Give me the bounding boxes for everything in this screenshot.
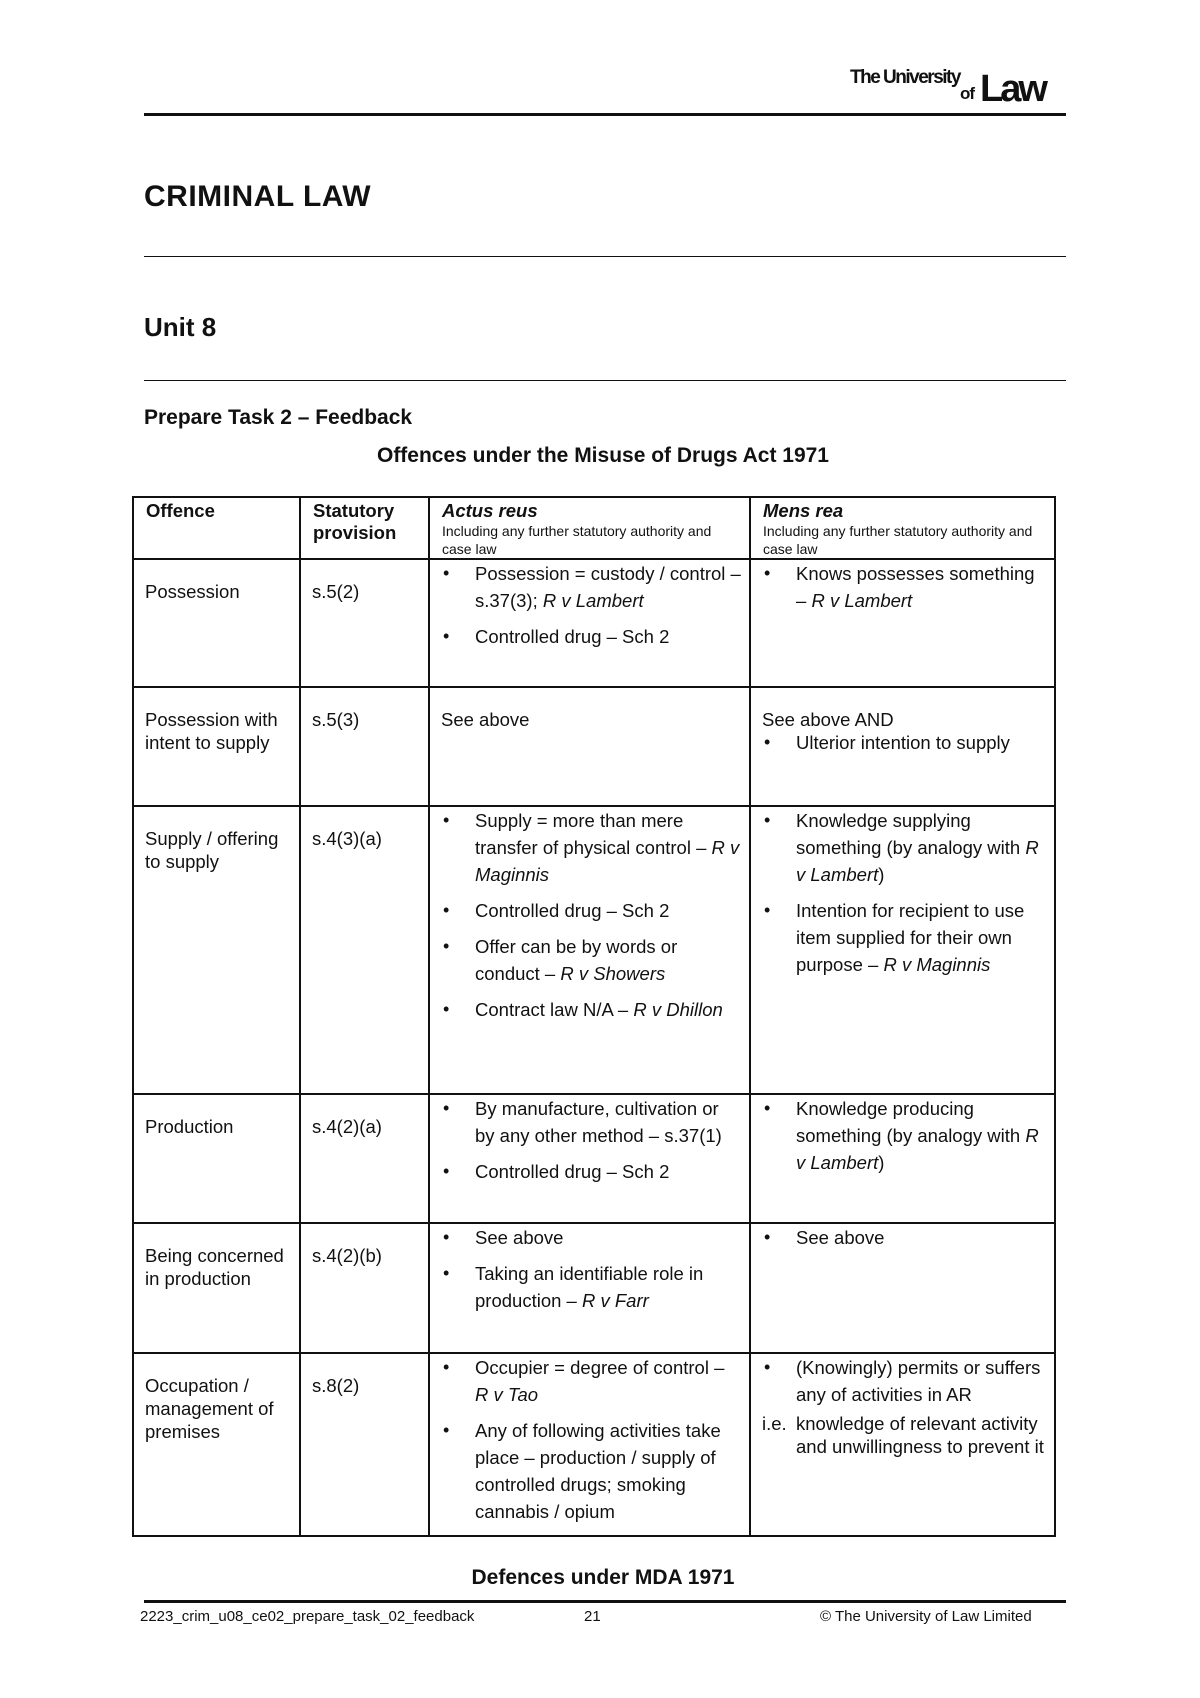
row-offence: Occupation / management of premises [145, 1375, 274, 1442]
mens-rea-list [762, 1095, 1046, 1176]
list-item: • Controlled drug – Sch 2 [441, 623, 741, 650]
header-rule [144, 113, 1066, 116]
list-item: • Controlled drug – Sch 2 [441, 1158, 741, 1185]
row-provision: s.4(3)(a) [312, 828, 382, 849]
header-statutory [300, 497, 429, 559]
list-item: • Possession = custody / control – s.37(3); R v Lambert [441, 560, 741, 614]
table-header-row [133, 497, 1055, 559]
header-mens-sub: Including any further statutory authority and case law [763, 523, 1033, 557]
row-offence: Supply / offering to supply [145, 828, 279, 872]
list-item: • Knowledge supplying something (by analogy with R v Lambert) [762, 807, 1046, 888]
header-mens-rea [750, 497, 1055, 559]
university-of-law-logo [850, 66, 1055, 110]
footer-filename: 2223_crim_u08_ce02_prepare_task_02_feedback [140, 1608, 475, 1625]
mens-rea-list [762, 807, 1046, 978]
logo-text-of: of [960, 84, 975, 103]
list-item: • Contract law N/A – R v Dhillon [441, 996, 741, 1023]
actus-reus-list [441, 807, 741, 1023]
ie-note [762, 1412, 1046, 1458]
row-offence: Production [145, 1116, 234, 1137]
page-title: CRIMINAL LAW [144, 180, 372, 213]
row-provision: s.5(2) [312, 581, 360, 602]
actus-reus-list [441, 560, 741, 650]
row-provision: s.4(2)(b) [312, 1245, 382, 1266]
list-item: • Taking an identifiable role in production – R v Farr [441, 1260, 741, 1314]
defences-heading: Defences under MDA 1971 [471, 1566, 735, 1589]
list-item: • Supply = more than mere transfer of physical control – R v Maginnis [441, 807, 741, 888]
table-row [133, 1353, 1055, 1536]
logo-text-university: The University [850, 67, 960, 88]
row-offence: Possession [145, 581, 240, 602]
footer-rule [144, 1600, 1066, 1603]
header-actus-sub: Including any further statutory authority and case law [442, 523, 712, 557]
list-item: • Knows possesses something – R v Lambert [762, 560, 1046, 614]
footer-copyright: © The University of Law Limited [820, 1608, 1032, 1625]
table-row [133, 687, 1055, 806]
list-item: • See above [762, 1224, 1046, 1251]
mens-rea-list [762, 560, 1046, 614]
table-row [133, 1094, 1055, 1223]
task-heading: Prepare Task 2 – Feedback [144, 406, 413, 429]
actus-reus-list [441, 1095, 741, 1185]
header-offence [133, 497, 300, 559]
table-row [133, 1223, 1055, 1353]
row-provision: s.8(2) [312, 1375, 360, 1396]
logo-text-law: Law [980, 68, 1045, 110]
actus-reus-list [441, 1354, 741, 1525]
mens-rea-list [762, 731, 1046, 754]
list-item: • Occupier = degree of control – R v Tao [441, 1354, 741, 1408]
unit-rule [144, 380, 1066, 381]
table-caption: Offences under the Misuse of Drugs Act 1971 [376, 444, 829, 467]
table-row [133, 806, 1055, 1094]
offences-table [132, 496, 1056, 1537]
list-item: • Knowledge producing something (by analogy with R v Lambert) [762, 1095, 1046, 1176]
list-item: • Controlled drug – Sch 2 [441, 897, 741, 924]
mens-rea-list [762, 1354, 1046, 1408]
list-item: • (Knowingly) permits or suffers any of activities in AR [762, 1354, 1046, 1408]
table-row [133, 559, 1055, 687]
title-rule [144, 256, 1066, 257]
list-item: • By manufacture, cultivation or by any other method – s.37(1) [441, 1095, 741, 1149]
list-item: • Offer can be by words or conduct – R v Showers [441, 933, 741, 987]
header-actus-label: Actus reus [442, 500, 538, 521]
list-item: • Ulterior intention to supply [762, 731, 1046, 754]
header-statutory-label: Statutory provision [313, 500, 397, 543]
actus-reus-text: See above [441, 709, 530, 730]
row-offence: Possession with intent to supply [145, 709, 278, 753]
header-offence-label: Offence [146, 500, 215, 521]
mens-rea-list [762, 1224, 1046, 1251]
ie-text: knowledge of relevant activity and unwillingness to prevent it [796, 1413, 1044, 1457]
list-item: • See above [441, 1224, 741, 1251]
list-item: • Any of following activities take place – production / supply of controlled drugs; smoking cannabis / opium [441, 1417, 741, 1525]
mens-rea-text: See above AND [762, 709, 894, 730]
actus-reus-list [441, 1224, 741, 1314]
footer-page-number: 21 [584, 1608, 601, 1625]
header-actus-reus [429, 497, 750, 559]
list-item: • Intention for recipient to use item supplied for their own purpose – R v Maginnis [762, 897, 1046, 978]
row-offence: Being concerned in production [145, 1245, 284, 1289]
ie-label: i.e. [762, 1413, 787, 1434]
row-provision: s.5(3) [312, 709, 360, 730]
row-provision: s.4(2)(a) [312, 1116, 382, 1137]
unit-heading: Unit 8 [144, 312, 217, 342]
header-mens-label: Mens rea [763, 500, 844, 521]
